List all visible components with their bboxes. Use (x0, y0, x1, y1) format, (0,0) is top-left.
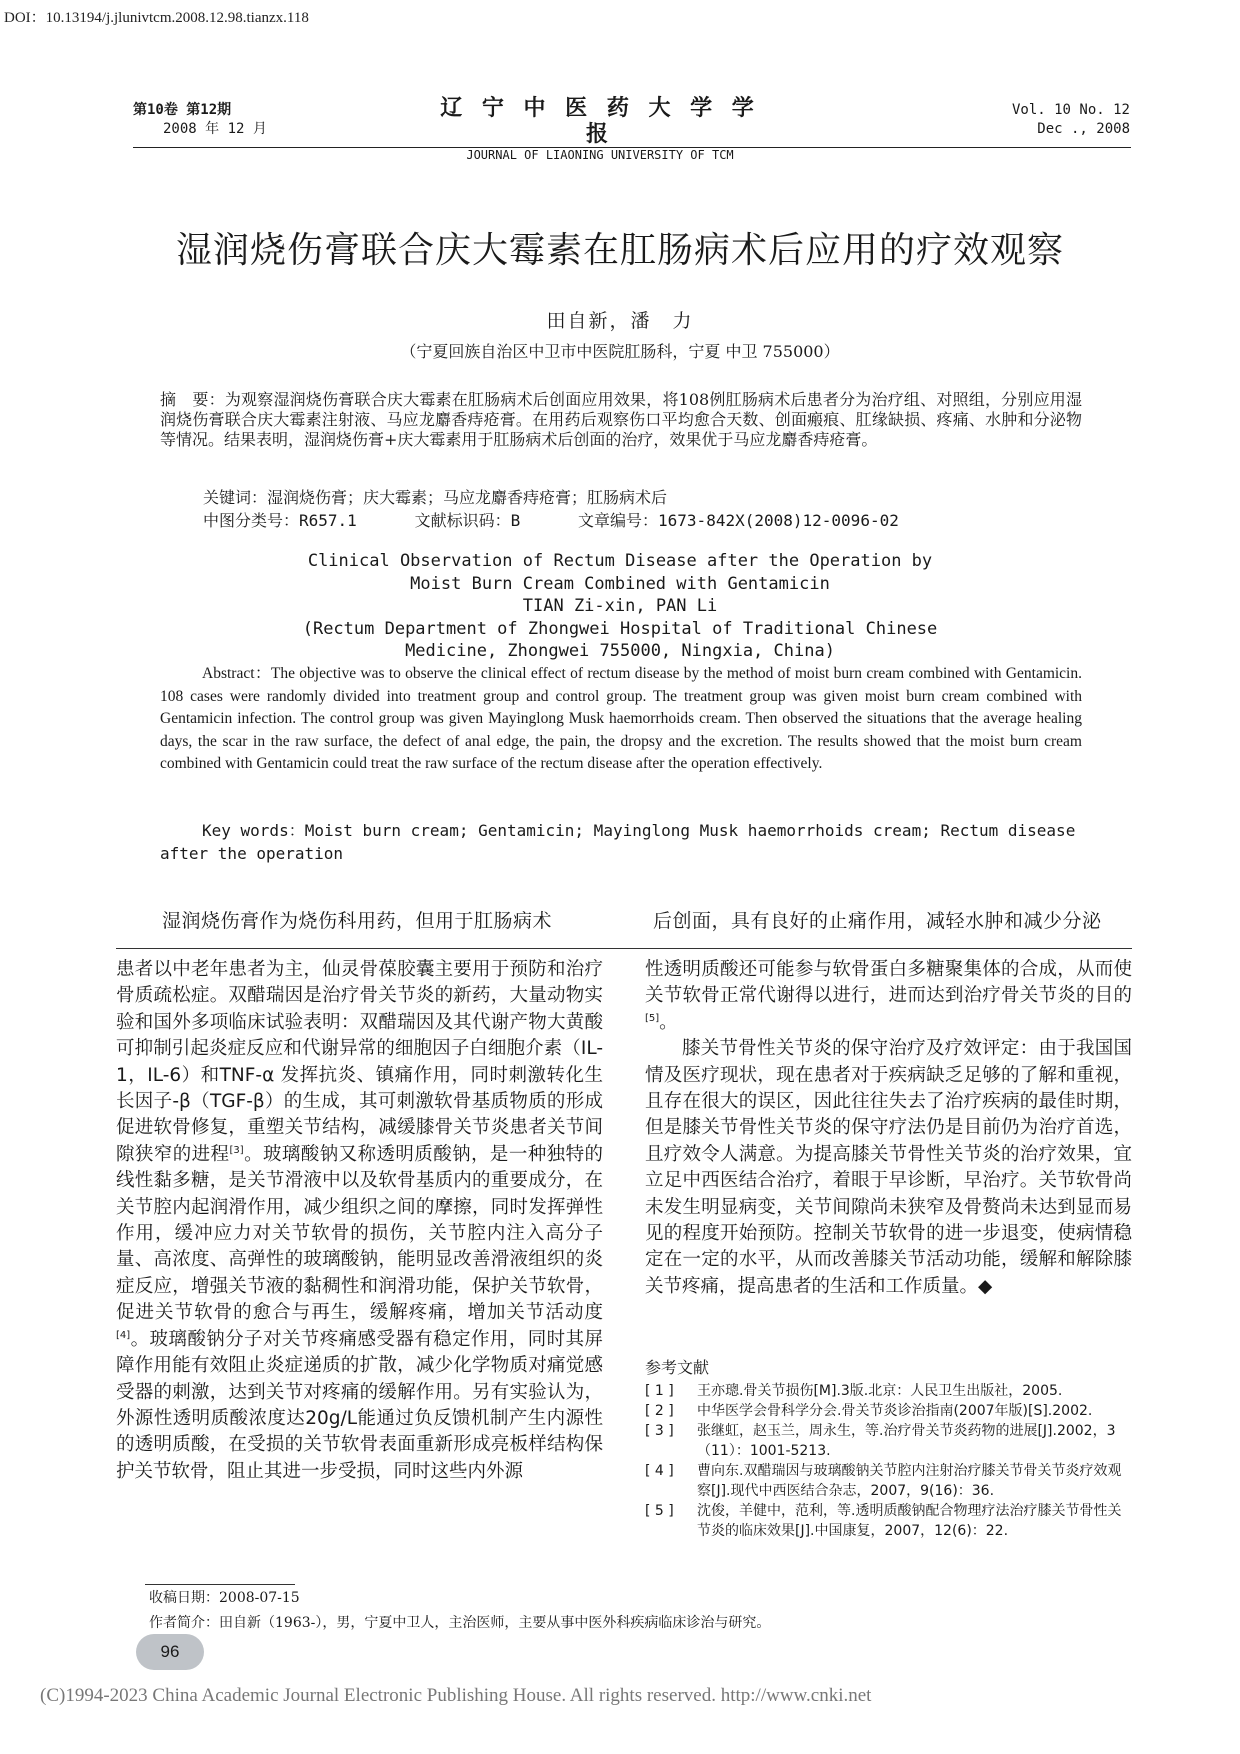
date-cn: 2008 年 12 月 (163, 121, 267, 137)
abstract-en-text: Abstract：The objective was to observe the clinical effect of rectum disease by the method of moist burn cream combined with Gentamicin. 108 cases were randomly divided into treatment group and control group. The treatment group was given moist burn cream combined with Gentamicin infection. The control group was given Mayinglong Musk haemorrhoids cream. Then observed the situations that the average healing days, the scar in the raw surface, the defect of anal edge, the pain, the dropsy and the excretion. The results showed that the moist burn cream combined with Gentamicin could treat the raw surface of the rectum disease after the operation effectively. (160, 665, 1082, 772)
english-title-block (0, 550, 1240, 663)
authors: 田自新，潘 力 (546, 310, 694, 332)
body-column-right (645, 957, 1132, 1300)
reference-item (645, 1501, 1132, 1541)
copyright-notice: (C)1994-2023 China Academic Journal Electronic Publishing House. All rights reserved. http://www.cnki.net (40, 1685, 872, 1706)
keywords-cn: 关键词：湿润烧伤膏；庆大霉素；马应龙麝香痔疮膏；肛肠病术后 (203, 488, 668, 507)
reference-number: [ 1 ] (645, 1383, 674, 1399)
body-text: 患者以中老年患者为主，仙灵骨葆胶囊主要用于预防和治疗骨质疏松症。双醋瑞因是治疗骨关节炎的新药，大量动物实验和国外多项临床试验表明：双醋瑞因及其代谢产物大黄酸可抑制引起炎症反应和代谢异常的细胞因子白细胞介素（IL-1，IL-6）和TNF-α 发挥抗炎、镇痛作用，同时刺激转化生长因子-β（TGF-β）的生成，其可刺激软骨基质物质的形成促进软骨修复，重塑关节结构，减缓膝骨关节炎患者关节间隙狭窄的进程 (116, 959, 603, 1165)
abstract-en (160, 663, 1082, 776)
keywords-en: Key words：Moist burn cream; Gentamicin; Mayinglong Musk haemorrhoids cream; Rectum disease after the operation (160, 821, 1076, 863)
author-intro: 作者简介：田自新（1963-），男，宁夏中卫人，主治医师，主要从事中医外科疾病临床诊治与研究。 (149, 1615, 771, 1631)
received-date: 收稿日期：2008-07-15 (149, 1590, 300, 1606)
body-paragraph: 膝关节骨性关节炎的保守治疗及疗效评定：由于我国国情及医疗现状，现在患者对于疾病缺乏足够的了解和重视，且存在很大的误区，因此往往失去了治疗疾病的最佳时期，但是膝关节骨性关节炎的保守疗法仍是目前仍为治疗首选，且疗效令人满意。为提高膝关节骨性关节炎的治疗效果，宜立足中西医结合治疗，着眼于早诊断，早治疗。关节软骨尚未发生明显病变，关节间隙尚未狭窄及骨赘尚未达到显而易见的程度开始预防。控制关节软骨的进一步退变，使病情稳定在一定的水平，从而改善膝关节活动功能，缓解和解除膝关节疼痛，提高患者的生活和工作质量。◆ (645, 1038, 1132, 1297)
english-affiliation-line: Medicine, Zhongwei 755000, Ningxia, China) (405, 641, 835, 661)
article-title: 湿润烧伤膏联合庆大霉素在肛肠病术后应用的疗效观察 (175, 230, 1064, 271)
reference-text: 沈俊，羊健中，范利，等.透明质酸钠配合物理疗法治疗膝关节骨性关节炎的临床效果[J].中国康复，2007，12(6)：22. (697, 1503, 1122, 1539)
reference-list (645, 1381, 1132, 1541)
body-text: 。 (659, 1011, 678, 1033)
journal-masthead (440, 96, 760, 163)
reference-item (645, 1381, 1132, 1401)
journal-name-cn: 辽 宁 中 医 药 大 学 学 报 (440, 96, 760, 147)
english-title-line: Moist Burn Cream Combined with Gentamicin (410, 573, 830, 594)
intro-line-right: 后创面，具有良好的止痛作用，减轻水肿和减少分泌 (653, 910, 1102, 932)
reference-text: 中华医学会骨科学分会.骨关节炎诊治指南(2007年版)[S].2002. (697, 1403, 1093, 1419)
doi-line: DOI：10.13194/j.jlunivtcm.2008.12.98.tianzx.118 (4, 10, 309, 26)
reference-text: 王亦璁.骨关节损伤[M].3版.北京：人民卫生出版社，2005. (697, 1383, 1063, 1399)
journal-name-en: JOURNAL OF LIAONING UNIVERSITY OF TCM (466, 148, 734, 162)
volume-issue-cn: 第10卷 第12期 (133, 102, 232, 118)
references-heading: 参考文献 (645, 1358, 710, 1377)
body-column-left (116, 957, 603, 1485)
abstract-cn: 摘 要：为观察湿润烧伤膏联合庆大霉素在肛肠病术后创面应用效果，将108例肛肠病术后患者分为治疗组、对照组，分别应用湿润烧伤膏联合庆大霉素注射液、马应龙麝香痔疮膏。在用药后观察伤口平均愈合天数、创面瘢痕、肛缘缺损、疼痛、水肿和分泌物等情况。结果表明，湿润烧伤膏+庆大霉素用于肛肠病术后创面的治疗，效果优于马应龙麝香痔疮膏。 (160, 390, 1082, 449)
classification-cn: 中图分类号：R657.1 文献标识码：B 文章编号：1673-842X(2008)12-0096-02 (203, 511, 899, 530)
reference-number: [ 2 ] (645, 1403, 674, 1419)
footnote-rule (145, 1584, 295, 1585)
affiliation: （宁夏回族自治区中卫市中医院肛肠科，宁夏 中卫 755000） (400, 342, 840, 361)
reference-text: 张继虹，赵玉兰，周永生，等.治疗骨关节炎药物的进展[J].2002，3（11）：1001-5213. (697, 1423, 1116, 1459)
section-separator (116, 948, 1132, 949)
volume-issue-en: Vol. 10 No. 12 (1011, 102, 1130, 118)
citation: [3] (229, 1144, 244, 1156)
english-authors: TIAN Zi-xin, PAN Li (522, 596, 718, 616)
reference-number: [ 4 ] (645, 1463, 674, 1479)
reference-text: 曹向东.双醋瑞因与玻璃酸钠关节腔内注射治疗膝关节骨关节炎疗效观察[J].现代中西医结合杂志，2007，9(16)：36. (697, 1463, 1122, 1499)
citation: [5] (645, 1012, 660, 1024)
reference-number: [ 3 ] (645, 1423, 674, 1439)
citation: [4] (116, 1329, 131, 1341)
body-text: 。玻璃酸钠分子对关节疼痛感受器有稳定作用，同时其屏障作用能有效阻止炎症递质的扩散，减少化学物质对痛觉感受器的刺激，达到关节对疼痛的缓解作用。另有实验认为，外源性透明质酸浓度达20g/L能通过负反馈机制产生内源性的透明质酸，在受损的关节软骨表面重新形成亮板样结构保护关节软骨，阻止其进一步受损，同时这些内外源 (116, 1328, 603, 1482)
page-number: 96 (136, 1634, 204, 1670)
english-title-line: Clinical Observation of Rectum Disease after the Operation by (307, 551, 933, 571)
body-paragraph (116, 957, 603, 1485)
header-right (1000, 101, 1130, 139)
english-affiliation-line: (Rectum Department of Zhongwei Hospital of Traditional Chinese (302, 618, 938, 639)
body-paragraph (645, 957, 1132, 1036)
body-text: 。玻璃酸钠又称透明质酸钠，是一种独特的线性黏多糖，是关节滑液中以及软骨基质内的重要成分，在关节腔内起润滑作用，减少组织之间的摩擦，同时发挥弹性作用，缓冲应力对关节软骨的损伤，关节腔内注入高分子量、高浓度、高弹性的玻璃酸钠，能明显改善滑液组织的炎症反应，增强关节液的黏稠性和润滑功能，保护关节软骨，促进关节软骨的愈合与再生，缓解疼痛，增加关节活动度 (116, 1143, 603, 1324)
reference-number: [ 5 ] (645, 1503, 674, 1519)
reference-item (645, 1401, 1132, 1421)
reference-item (645, 1461, 1132, 1501)
header-left (133, 101, 267, 139)
intro-line-left: 湿润烧伤膏作为烧伤科用药，但用于肛肠病术 (162, 910, 553, 932)
date-en: Dec ., 2008 (1037, 121, 1130, 137)
header-rule (133, 147, 1131, 148)
body-text: 性透明质酸还可能参与软骨蛋白多糖聚集体的合成，从而使关节软骨正常代谢得以进行，进而达到治疗骨关节炎的目的 (645, 959, 1132, 1007)
reference-item (645, 1421, 1132, 1461)
